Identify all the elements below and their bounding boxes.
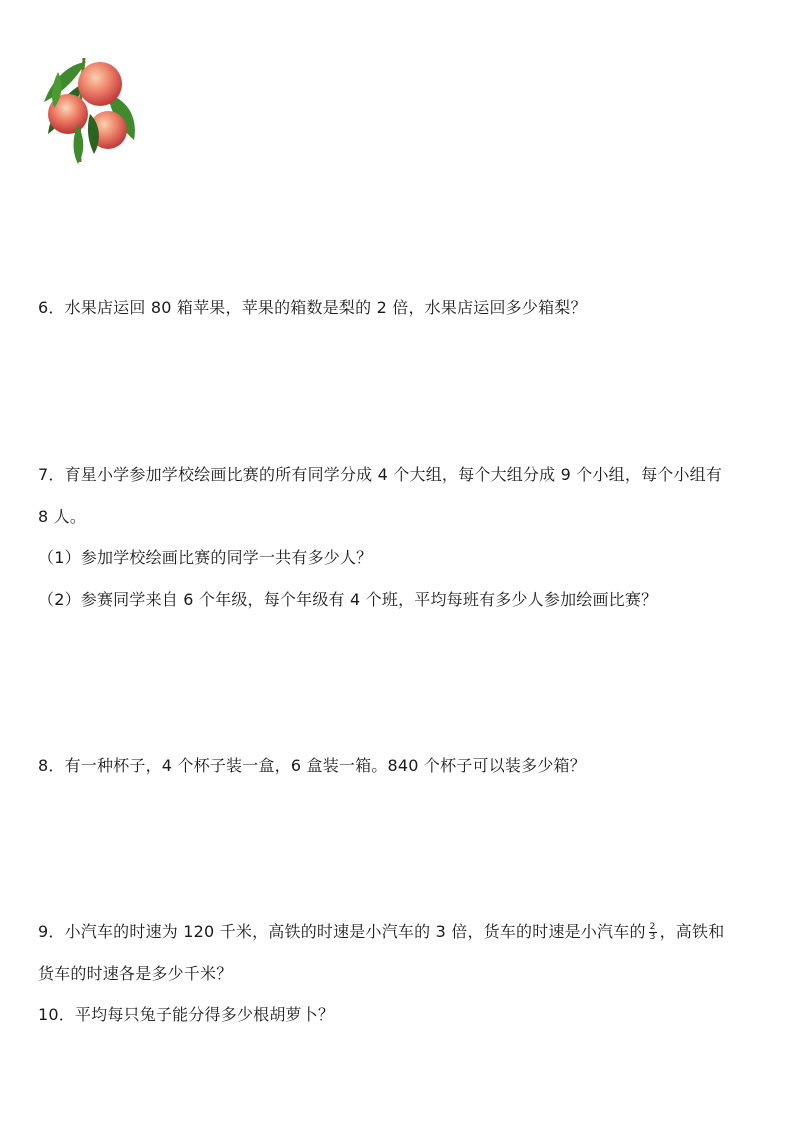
peach-branch-icon [38, 54, 142, 164]
fraction-two-thirds [649, 923, 657, 942]
question-7-sub-2-text: （2）参赛同学来自 6 个年级，每个年级有 4 个班，平均每班有多少人参加绘画比赛？ [38, 590, 658, 609]
question-7-sub-2 [38, 590, 657, 610]
question-10-text: 10．平均每只兔子能分得多少根胡萝卜？ [38, 1005, 335, 1024]
question-7-line-2 [38, 507, 86, 527]
question-7-text: 7．育星小学参加学校绘画比赛的所有同学分成 4 个大组，每个大组分成 9 个小组，每个小组有 [38, 465, 723, 484]
question-9-text: 9．小汽车的时速为 120 千米，高铁的时速是小汽车的 3 倍，货车的时速是小汽车的 [38, 922, 646, 941]
question-9-line-2 [38, 964, 232, 984]
question-7-line-1 [38, 465, 722, 485]
question-9-text-cont: 货车的时速各是多少千米？ [38, 964, 233, 983]
question-9-text-after: ，高铁和 [659, 922, 725, 941]
question-6 [38, 298, 587, 318]
fraction-numerator: 2 [649, 922, 656, 932]
question-9-line-1 [38, 922, 724, 942]
question-8-text: 8．有一种杯子，4 个杯子装一盒，6 盒装一箱。840 个杯子可以装多少箱？ [38, 756, 586, 775]
question-7-sub-1-text: （1）参加学校绘画比赛的同学一共有多少人？ [38, 548, 373, 567]
question-6-text: 6．水果店运回 80 箱苹果，苹果的箱数是梨的 2 倍，水果店运回多少箱梨？ [38, 298, 587, 317]
fraction-denominator: 3 [649, 932, 656, 942]
question-10 [38, 1005, 334, 1025]
question-8 [38, 756, 586, 776]
question-7-text-cont: 8 人。 [38, 507, 87, 526]
question-7-sub-1 [38, 548, 372, 568]
